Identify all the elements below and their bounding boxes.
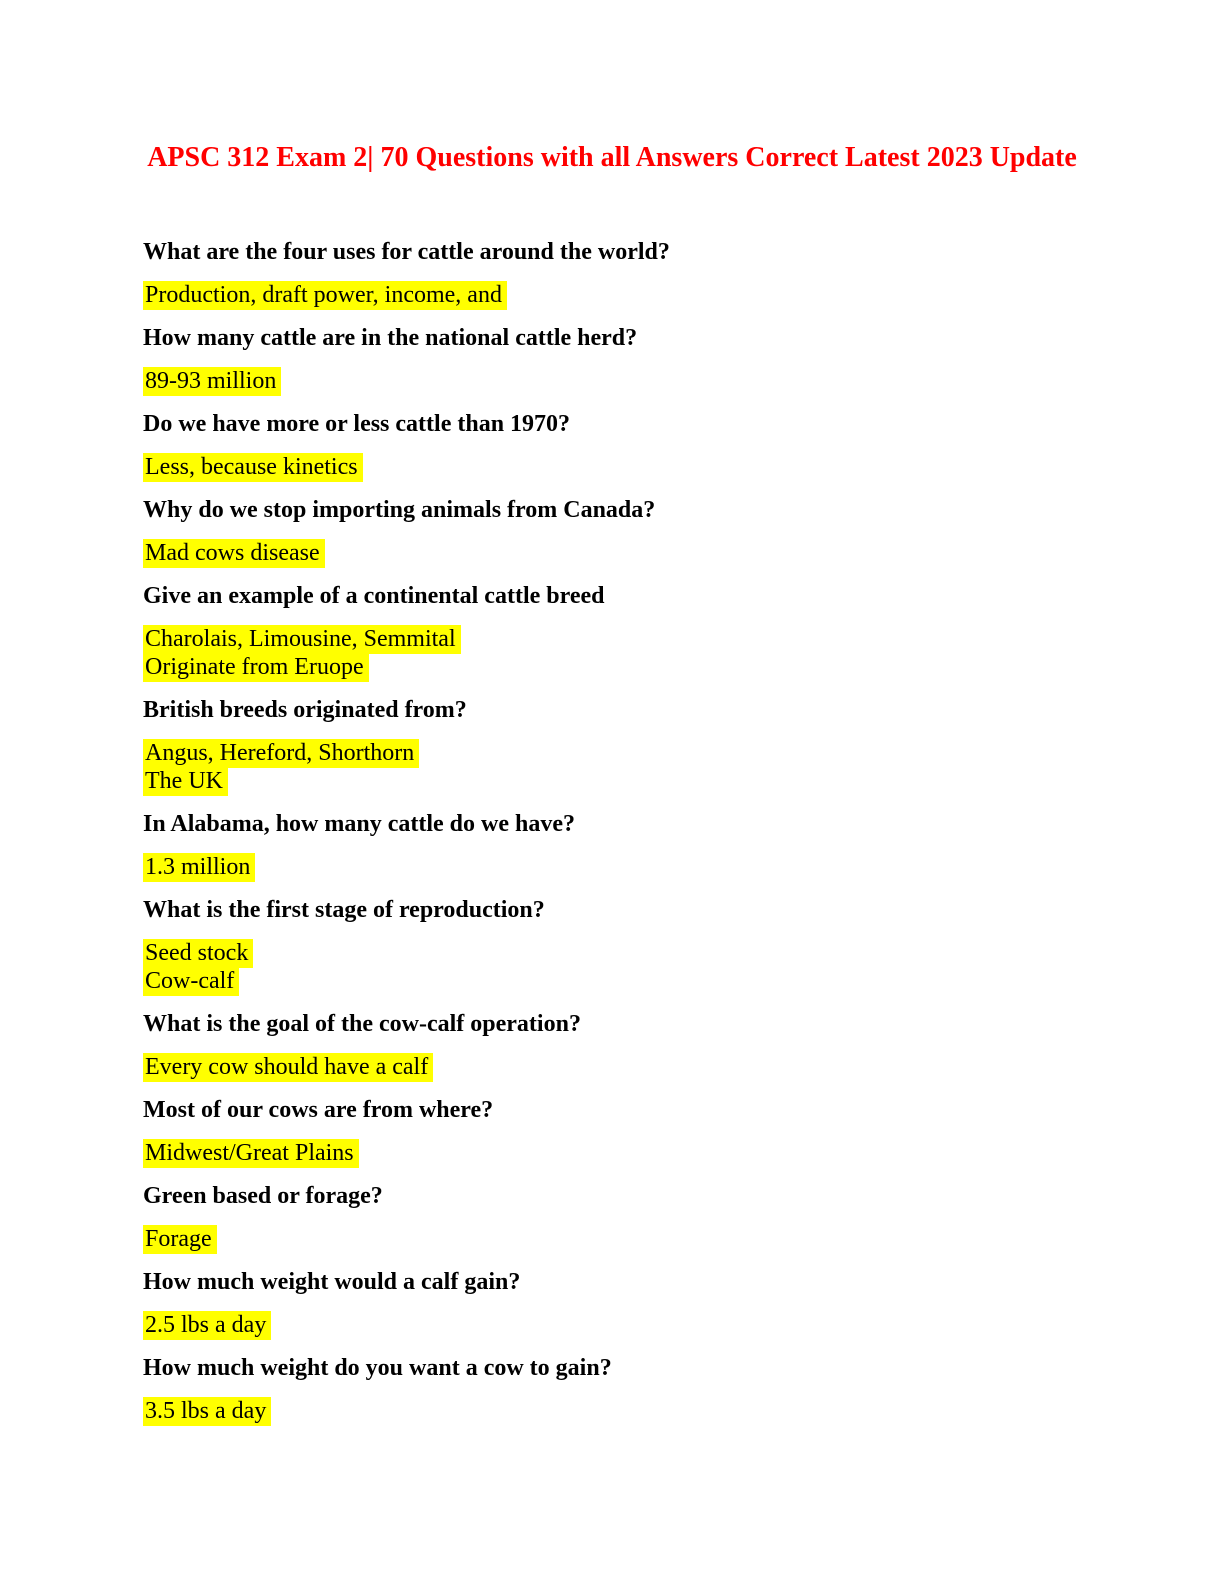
answer-line	[143, 967, 1081, 995]
answer-highlight: The UK	[143, 767, 228, 796]
answer-highlight: Angus, Hereford, Shorthorn	[143, 739, 419, 768]
question-text: British breeds originated from?	[143, 697, 467, 723]
question-text: Why do we stop importing animals from Canada?	[143, 497, 656, 523]
question-text: Do we have more or less cattle than 1970?	[143, 411, 571, 437]
answer-highlight: Seed stock	[143, 939, 253, 968]
answer-block	[143, 367, 1081, 395]
answer-line	[143, 939, 1081, 967]
answer-block	[143, 625, 1081, 681]
answer-highlight: 89-93 million	[143, 367, 281, 396]
answer-block	[143, 453, 1081, 481]
answer-highlight: Originate from Eruope	[143, 653, 369, 682]
question-text: What are the four uses for cattle around the world?	[143, 239, 670, 265]
answer-highlight: Cow-calf	[143, 967, 239, 996]
question-text: Green based or forage?	[143, 1183, 383, 1209]
answer-highlight: 2.5 lbs a day	[143, 1311, 271, 1340]
question-text: Give an example of a continental cattle breed	[143, 583, 605, 609]
answer-line	[143, 1053, 1081, 1081]
question-text: Most of our cows are from where?	[143, 1097, 494, 1123]
answer-line	[143, 1139, 1081, 1167]
question-text: What is the goal of the cow-calf operation?	[143, 1011, 581, 1037]
answer-highlight: 1.3 million	[143, 853, 255, 882]
answer-block	[143, 939, 1081, 995]
qa-list	[143, 238, 1081, 1425]
answer-line	[143, 1397, 1081, 1425]
answer-highlight: Every cow should have a calf	[143, 1053, 433, 1082]
answer-line	[143, 625, 1081, 653]
answer-block	[143, 281, 1081, 309]
answer-line	[143, 367, 1081, 395]
question-text: How many cattle are in the national cattle herd?	[143, 325, 638, 351]
answer-line	[143, 1225, 1081, 1253]
answer-block	[143, 539, 1081, 567]
answer-highlight: Mad cows disease	[143, 539, 325, 568]
answer-highlight: Charolais, Limousine, Semmital	[143, 625, 461, 654]
answer-block	[143, 1225, 1081, 1253]
answer-line	[143, 739, 1081, 767]
question-text: How much weight do you want a cow to gain?	[143, 1355, 612, 1381]
answer-highlight: Production, draft power, income, and	[143, 281, 507, 310]
answer-line	[143, 653, 1081, 681]
answer-block	[143, 1397, 1081, 1425]
document-title: APSC 312 Exam 2| 70 Questions with all Answers Correct Latest 2023 Update	[147, 142, 1077, 173]
answer-line	[143, 281, 1081, 309]
answer-line	[143, 1311, 1081, 1339]
answer-block	[143, 853, 1081, 881]
answer-block	[143, 1139, 1081, 1167]
answer-highlight: Forage	[143, 1225, 217, 1254]
question-text: What is the first stage of reproduction?	[143, 897, 545, 923]
answer-line	[143, 539, 1081, 567]
answer-highlight: Midwest/Great Plains	[143, 1139, 359, 1168]
question-text: How much weight would a calf gain?	[143, 1269, 521, 1295]
answer-block	[143, 1053, 1081, 1081]
answer-line	[143, 453, 1081, 481]
answer-block	[143, 739, 1081, 795]
answer-highlight: 3.5 lbs a day	[143, 1397, 271, 1426]
answer-line	[143, 767, 1081, 795]
answer-line	[143, 853, 1081, 881]
question-text: In Alabama, how many cattle do we have?	[143, 811, 576, 837]
answer-highlight: Less, because kinetics	[143, 453, 363, 482]
answer-block	[143, 1311, 1081, 1339]
